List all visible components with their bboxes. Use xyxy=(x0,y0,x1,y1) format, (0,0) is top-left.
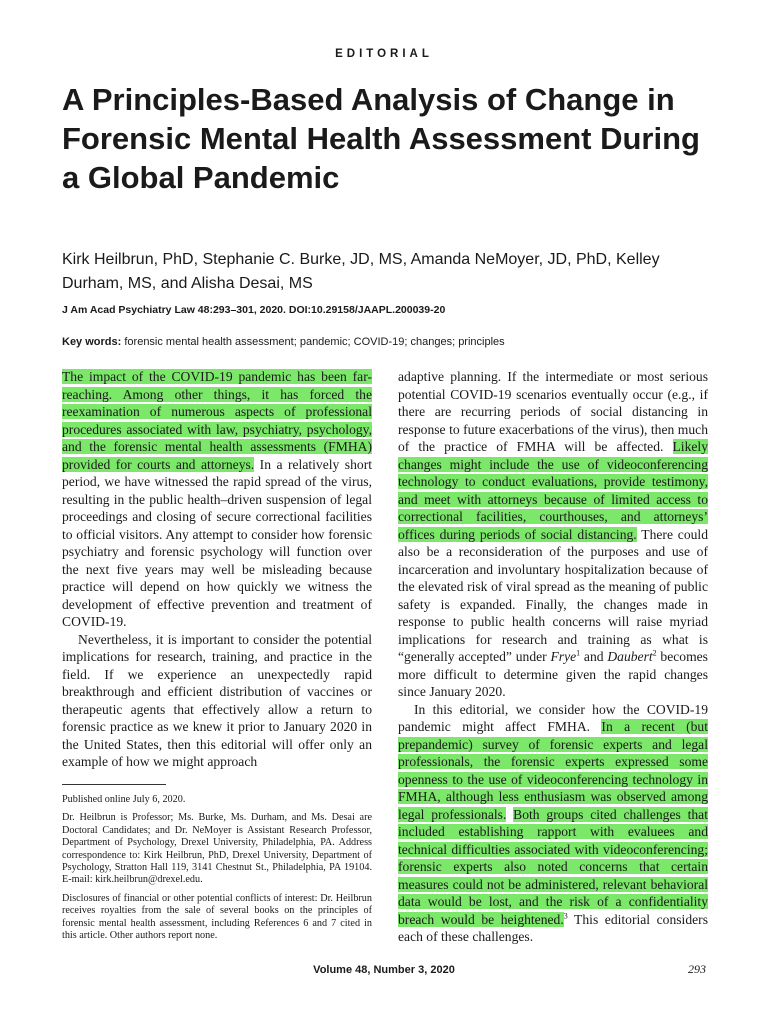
section-label: EDITORIAL xyxy=(335,48,433,60)
text-highlight[interactable]: Both groups cited challenges that included establishing rapport with evaluees and technical difficulties associated with videoconferencing; forensic experts also noted concerns that certain measures could not be administered, relevant behavioral data would be lost, and the risk of a confidentiality breach would be heightened. xyxy=(398,806,708,927)
article-notes xyxy=(62,794,372,948)
text-highlight[interactable]: In a recent (but prepandemic) survey of forensic experts and legal professionals, the forensic experts expressed some openness to the use of videoconferencing technology in FMHA, although less enthusiasm was observed among legal professionals. xyxy=(398,719,708,822)
keywords xyxy=(62,336,722,348)
text-highlight[interactable]: Likely changes might include the use of videoconferencing technology to conduct evaluations, provide testimony, and meet with attorneys because of limited access to correctional facilities, courthouses, and attorneys’ offices during periods of social distancing. xyxy=(398,439,708,542)
left-column xyxy=(62,368,372,771)
volume-footer: Volume 48, Number 3, 2020 xyxy=(313,964,455,976)
case-name-daubert: Daubert xyxy=(607,649,653,664)
reference-marker[interactable]: 2 xyxy=(652,648,657,658)
right-column xyxy=(398,368,708,946)
disclosures-note: Disclosures of financial or other potential conflicts of interest: Dr. Heilbrun receives royalties from the sale of several books on the principles of forensic mental health assessment, including References 6 and 7 cited in this article. Other authors report none. xyxy=(62,892,372,942)
body-text: This editorial considers each of these challenges. xyxy=(398,911,708,944)
reference-marker[interactable]: 3 xyxy=(563,910,568,920)
footnote-divider xyxy=(62,784,166,785)
body-paragraph xyxy=(398,368,708,701)
article-title: A Principles-Based Analysis of Change in Forensic Mental Health Assessment During a Global Pandemic xyxy=(62,82,700,195)
affiliations-note: Dr. Heilbrun is Professor; Ms. Burke, Ms. Durham, and Ms. Desai are Doctoral Candidates; and Dr. NeMoyer is Assistant Research Professor, Department of Psychology, Drexel University, Philadelphia, PA. Address correspondence to: Kirk Heilbrun, PhD, Drexel University, Department of Psychology, Stratton Hall 119, 3141 Chestnut St., Philadelphia, PA 19104. E-mail: kirk.heilbrun@drexel.edu. xyxy=(62,812,372,886)
body-text: There could also be a reconsideration of the purposes and use of incarceration and involuntary hospitalization because of the elevated risk of viral spread as the meaning of public safety is expanded. Finally, the changes made in response to public health concerns will raise myriad implications for research and training as what is “generally accepted” under xyxy=(398,526,709,664)
body-paragraph xyxy=(62,368,372,631)
reference-marker[interactable]: 1 xyxy=(576,648,581,658)
body-paragraph: Nevertheless, it is important to consider the potential implications for research, training, and practice in the field. If we experience an unexpectedly rapid breakthrough and efficient distribution of vaccines or therapeutic agents that effectively allow a return to forensic practice as we knew it prior to January 2020 in the United States, then this editorial will offer only an example of how we might approach xyxy=(62,631,372,769)
body-text: adaptive planning. If the intermediate or most serious potential COVID-19 scenarios eventually occur (e.g., if there are recurring periods of social distancing in response to future exacerbations of the virus), then much of the practice of FMHA will be affected. xyxy=(398,369,708,454)
body-text: becomes more difficult to determine given the rapid changes since January 2020. xyxy=(398,649,708,699)
case-name-frye: Frye xyxy=(550,649,577,664)
body-text: and xyxy=(580,649,608,664)
body-text: In a relatively short period, we have witnessed the rapid spread of the virus, resulting in the public health–driven suspension of legal proceedings and closing of secure correctional facilities to official visitors. Any attempt to consider how forensic psychiatry and forensic psychology will function over the next five years may well be misleading because practice will depend on how quickly we witness the development of effective prevention and treatment of COVID-19. xyxy=(62,456,372,629)
keywords-list: forensic mental health assessment; pandemic; COVID-19; changes; principles xyxy=(124,336,505,348)
body-text: In this editorial, we consider how the COVID-19 pandemic might affect FMHA. xyxy=(398,701,708,734)
text-highlight[interactable]: The impact of the COVID-19 pandemic has been far-reaching. Among other things, it has forced the reexamination of numerous aspects of professional procedures associated with law, psychiatry, psychology, and the forensic mental health assessments (FMHA) provided for courts and attorneys. xyxy=(62,369,372,472)
author-list: Kirk Heilbrun, PhD, Stephanie C. Burke, JD, MS, Amanda NeMoyer, JD, PhD, Kelley Durham, MS, and Alisha Desai, MS xyxy=(62,251,660,292)
keywords-label: Key words: xyxy=(62,336,122,348)
page-number: 293 xyxy=(688,962,706,976)
journal-citation: J Am Acad Psychiatry Law 48:293–301, 2020. DOI:10.29158/JAAPL.200039-20 xyxy=(62,304,446,316)
published-note: Published online July 6, 2020. xyxy=(62,794,186,805)
body-paragraph xyxy=(398,701,708,946)
